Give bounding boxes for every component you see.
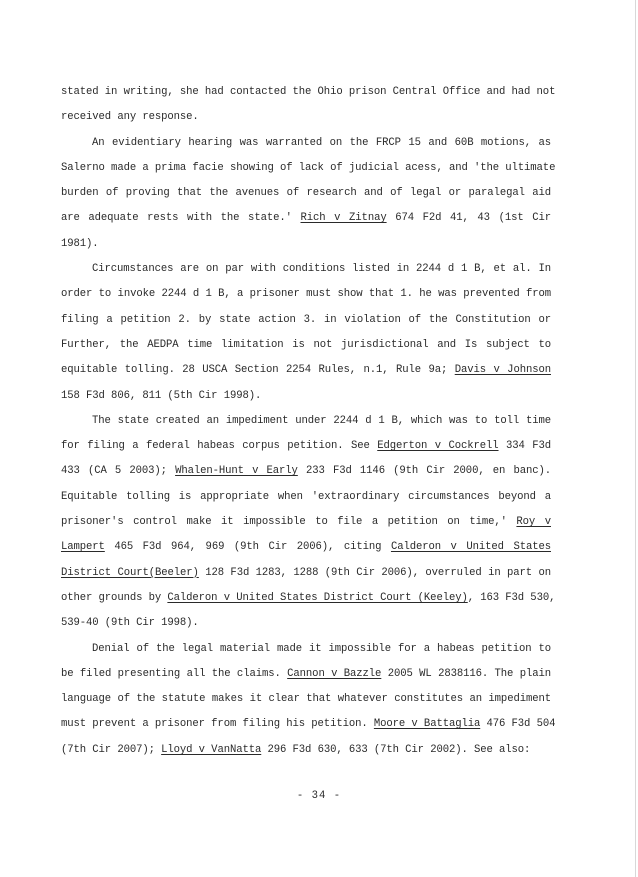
text-line	[61, 282, 551, 307]
text-run: order to invoke 2244 d 1 B, a prisoner must show that 1. he was prevented from	[61, 288, 551, 301]
text-run: stated in writing, she had contacted the Ohio prison Central Office and had not	[61, 86, 556, 98]
text-run: Equitable tolling is appropriate when 'extraordinary circumstances beyond a	[61, 490, 551, 503]
text-line	[61, 611, 551, 636]
text-line	[61, 181, 551, 206]
text-run: 539-40 (9th Cir 1998).	[61, 617, 199, 630]
case-citation: Moore v Battaglia	[373, 718, 481, 731]
text-run: 2005 WL 2838116. The plain	[381, 667, 551, 680]
text-run: filing a petition 2. by state action 3. in violation of the Constitution or	[61, 313, 551, 326]
text-line	[61, 232, 551, 257]
text-run: 296 F3d 630, 633 (7th Cir 2002). See also:	[261, 743, 531, 756]
text-run: An evidentiary hearing was warranted on the FRCP 15 and 60B motions, as	[92, 136, 551, 149]
text-line	[61, 156, 556, 181]
text-line	[61, 434, 551, 459]
case-citation: Rich v Zitnay	[300, 212, 387, 225]
text-line	[61, 80, 556, 105]
case-citation: Calderon v United States District Court (Keeley)	[167, 591, 468, 604]
text-line	[61, 358, 551, 383]
text-line	[61, 409, 551, 434]
text-run: 334 F3d	[498, 440, 551, 453]
text-run: 476 F3d 504	[480, 718, 556, 731]
text-run: be filed presenting all the claims.	[61, 667, 288, 680]
case-citation: Lampert	[61, 541, 105, 554]
text-run: Circumstances are on par with conditions listed in 2244 d 1 B, et al. In	[92, 263, 551, 276]
text-run: other grounds by	[61, 591, 168, 604]
case-citation: District Court(Beeler)	[61, 566, 199, 579]
case-citation: Davis v Johnson	[454, 364, 551, 377]
text-run: , 163 F3d 530,	[467, 591, 556, 604]
text-run: Further, the AEDPA time limitation is not jurisdictional and Is subject to	[61, 338, 551, 351]
case-citation: Roy v	[516, 516, 551, 529]
text-run: language of the statute makes it clear that whatever constitutes an impediment	[61, 693, 551, 706]
text-run: The state created an impediment under 2244 d 1 B, which was to toll time	[92, 414, 551, 427]
text-line	[61, 333, 551, 358]
text-line	[61, 105, 551, 130]
text-line	[61, 712, 556, 737]
text-line	[61, 206, 551, 231]
case-citation: Cannon v Bazzle	[287, 667, 382, 680]
text-line	[61, 637, 551, 662]
text-line	[61, 662, 551, 687]
text-line	[61, 535, 551, 560]
text-line	[61, 384, 551, 409]
text-line	[61, 738, 551, 763]
text-run: 128 F3d 1283, 1288 (9th Cir 2006), overruled in part on	[198, 566, 551, 579]
text-run: prisoner's control make it impossible to file a petition on time,'	[61, 516, 517, 529]
case-citation: Lloyd v VanNatta	[161, 743, 262, 756]
body-text	[61, 80, 556, 763]
text-run: received any response.	[61, 111, 199, 124]
text-line	[61, 459, 551, 484]
text-run: for filing a federal habeas corpus petition. See	[61, 440, 378, 453]
text-run: are adequate rests with the state.'	[61, 212, 301, 225]
text-line	[61, 308, 551, 333]
text-run: must prevent a prisoner from filing his petition.	[61, 718, 374, 731]
page-edge	[635, 0, 636, 877]
text-line	[61, 586, 556, 611]
text-run: (7th Cir 2007);	[61, 743, 162, 756]
case-citation: Edgerton v Cockrell	[377, 440, 499, 453]
text-run: Salerno made a prima facie showing of lack of judicial acess, and 'the ultimate	[61, 161, 556, 174]
case-citation: Whalen-Hunt v Early	[175, 465, 298, 478]
text-line	[61, 485, 551, 510]
text-line	[61, 561, 551, 586]
case-citation: Calderon v United States	[390, 541, 551, 554]
text-line	[61, 131, 551, 156]
text-line	[61, 687, 551, 712]
text-run: 674 F2d 41, 43 (1st Cir	[386, 212, 551, 225]
text-run: equitable tolling. 28 USCA Section 2254 Rules, n.1, Rule 9a;	[61, 364, 455, 377]
text-line	[61, 510, 551, 535]
text-run: 158 F3d 806, 811 (5th Cir 1998).	[61, 389, 262, 402]
text-run: 233 F3d 1146 (9th Cir 2000, en banc).	[297, 465, 552, 478]
page-number: - 34 -	[296, 790, 342, 802]
text-run: burden of proving that the avenues of research and of legal or paralegal aid	[61, 187, 551, 200]
text-run: 433 (CA 5 2003);	[61, 465, 176, 478]
text-run: Denial of the legal material made it impossible for a habeas petition to	[92, 642, 551, 655]
text-run: 1981).	[61, 237, 99, 250]
text-run: 465 F3d 964, 969 (9th Cir 2006), citing	[104, 541, 391, 554]
text-line	[61, 257, 551, 282]
